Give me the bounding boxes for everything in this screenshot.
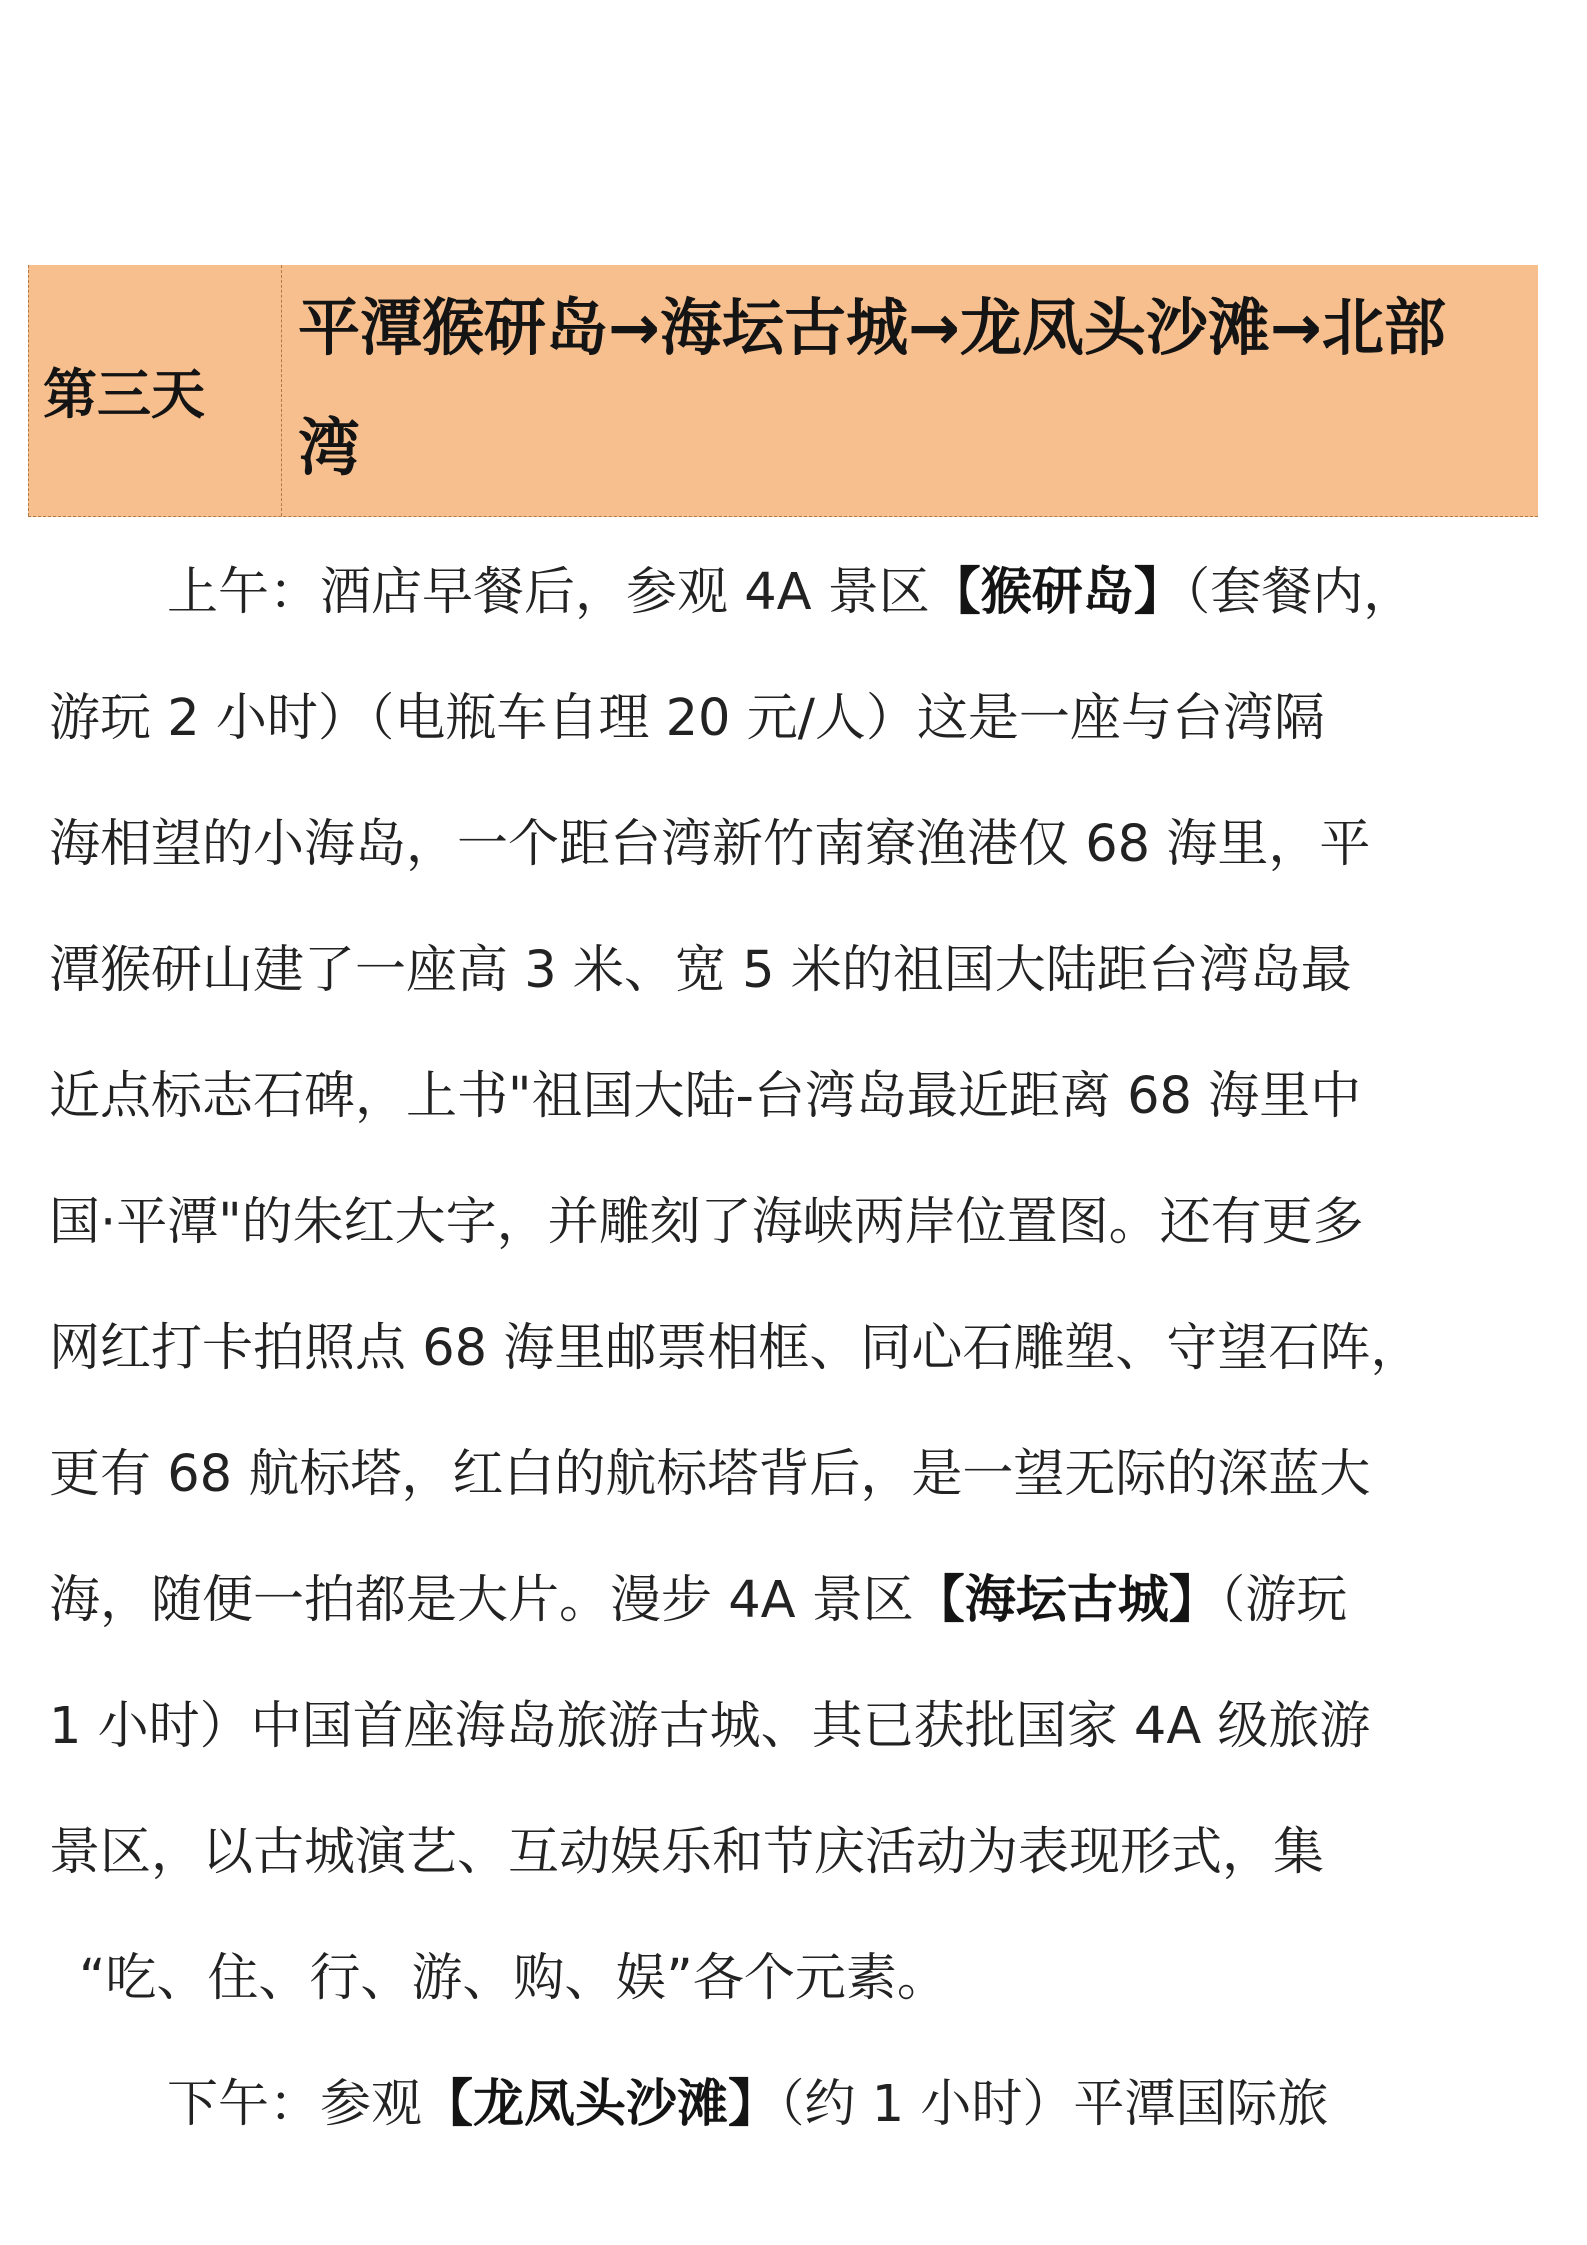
text-line: 网红打卡拍照点 68 海里邮票相框、同心石雕塑、守望石阵， xyxy=(49,1319,1422,1378)
route-title xyxy=(298,285,1528,511)
text-line: 景区，以古城演艺、互动娱乐和节庆活动为表现形式，集 xyxy=(49,1823,1325,1882)
text-line: “吃、住、行、游、购、娱”各个元素。 xyxy=(79,1949,948,2008)
text-line: 国·平潭"的朱红大字，并雕刻了海峡两岸位置图。还有更多 xyxy=(49,1193,1364,1252)
attraction-name: 【龙凤头沙滩】 xyxy=(422,2075,780,2134)
text-line: 近点标志石碑，上书"祖国大陆-台湾岛最近距离 68 海里中 xyxy=(49,1067,1362,1126)
text-line: 下午：参观【龙凤头沙滩】（约 1 小时）平潭国际旅 xyxy=(167,2075,1329,2134)
text-line: 海，随便一拍都是大片。漫步 4A 景区【海坛古城】（游玩 xyxy=(49,1571,1348,1630)
attraction-name: 【海坛古城】 xyxy=(913,1571,1220,1630)
attraction-name: 【猴研岛】 xyxy=(929,563,1185,622)
itinerary-body xyxy=(49,530,1549,2168)
text-line: 游玩 2 小时）（电瓶车自理 20 元/人）这是一座与台湾隔 xyxy=(49,689,1325,748)
route-title-line-2: 湾 xyxy=(298,411,361,484)
itinerary-day-header xyxy=(28,265,1538,517)
route-title-line-1: 平潭猴研岛→海坛古城→龙凤头沙滩→北部 xyxy=(298,291,1446,364)
text-line: 潭猴研山建了一座高 3 米、宽 5 米的祖国大陆距台湾岛最 xyxy=(49,941,1352,1000)
text-line: 更有 68 航标塔，红白的航标塔背后，是一望无际的深蓝大 xyxy=(49,1445,1371,1504)
day-label: 第三天 xyxy=(28,265,282,516)
text-line: 上午：酒店早餐后，参观 4A 景区【猴研岛】（套餐内， xyxy=(167,563,1415,622)
text-line: 1 小时）中国首座海岛旅游古城、其已获批国家 4A 级旅游 xyxy=(49,1697,1371,1756)
text-line: 海相望的小海岛，一个距台湾新竹南寮渔港仅 68 海里，平 xyxy=(49,815,1371,874)
